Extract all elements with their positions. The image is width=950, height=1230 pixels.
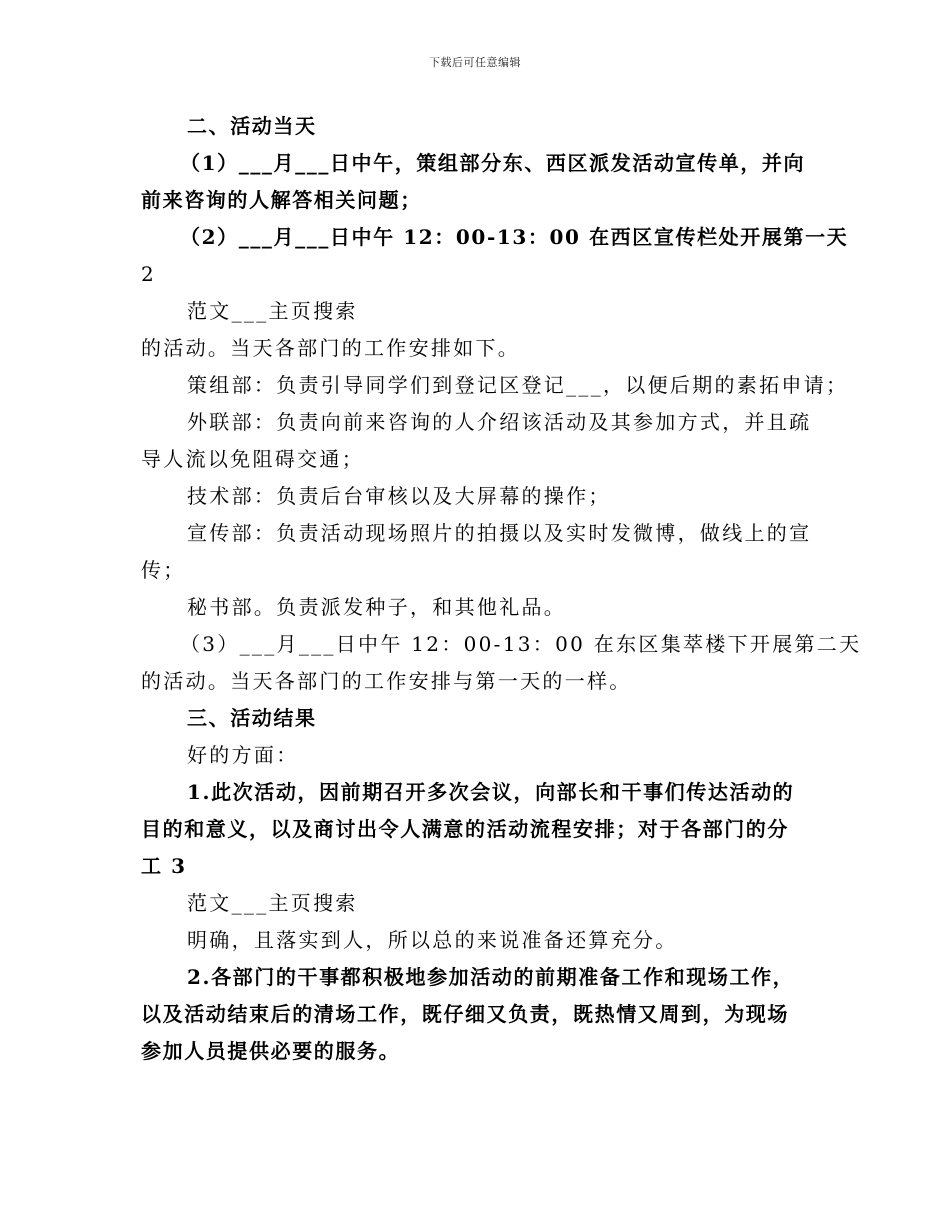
paragraph-line: （1）___月___日中午，策组部分东、西区派发活动宣传单，并向: [180, 151, 806, 175]
page-number: 2: [141, 262, 157, 286]
paragraph-line: 的活动。当天各部门的工作安排如下。: [141, 336, 521, 360]
page-watermark-text: 范文___主页搜索: [187, 891, 358, 915]
paragraph-line: 导人流以免阻碍交通；: [141, 447, 364, 471]
paragraph-line: 宣传部：负责活动现场照片的拍摄以及实时发微博，做线上的宣: [187, 521, 812, 545]
page-watermark-text: 范文___主页搜索: [187, 299, 358, 323]
paragraph-line: 明确，且落实到人，所以总的来说准备还算充分。: [187, 928, 678, 952]
paragraph-line: 外联部：负责向前来咨询的人介绍该活动及其参加方式，并且疏: [187, 410, 812, 434]
paragraph-line: 技术部：负责后台审核以及大屏幕的操作；: [187, 484, 611, 508]
paragraph-line: 前来咨询的人解答相关问题；: [141, 188, 422, 212]
paragraph-line: 2.各部门的干事都积极地参加活动的前期准备工作和现场工作，: [187, 965, 795, 989]
paragraph-line: 的活动。当天各部门的工作安排与第一天的一样。: [141, 669, 632, 693]
paragraph-line: 工 3: [141, 854, 187, 878]
paragraph-line: 传；: [141, 558, 186, 582]
paragraph-line: 参加人员提供必要的服务。: [141, 1039, 401, 1063]
paragraph-line: 以及活动结束后的清场工作，既仔细又负责，既热情又周到，为现场: [141, 1002, 789, 1026]
paragraph-line: （3）___月___日中午 12：00-13：00 在东区集萃楼下开展第二天: [180, 632, 862, 656]
paragraph-line: 1.此次活动，因前期召开多次会议，向部长和干事们传达活动的: [187, 780, 795, 804]
section-heading: 二、活动当天: [187, 114, 317, 138]
page-header: 下载后可任意编辑: [429, 56, 521, 69]
paragraph-line: （2）___月___日中午 12：00-13：00 在西区宣传栏处开展第一天: [180, 225, 849, 249]
paragraph-line: 策组部：负责引导同学们到登记区登记___，以便后期的素拓申请；: [187, 373, 849, 397]
paragraph-line: 秘书部。负责派发种子，和其他礼品。: [187, 595, 567, 619]
section-heading: 三、活动结果: [187, 706, 317, 730]
paragraph-line: 目的和意义，以及商讨出令人满意的活动流程安排；对于各部门的分: [141, 817, 789, 841]
paragraph-line: 好的方面：: [187, 743, 299, 767]
